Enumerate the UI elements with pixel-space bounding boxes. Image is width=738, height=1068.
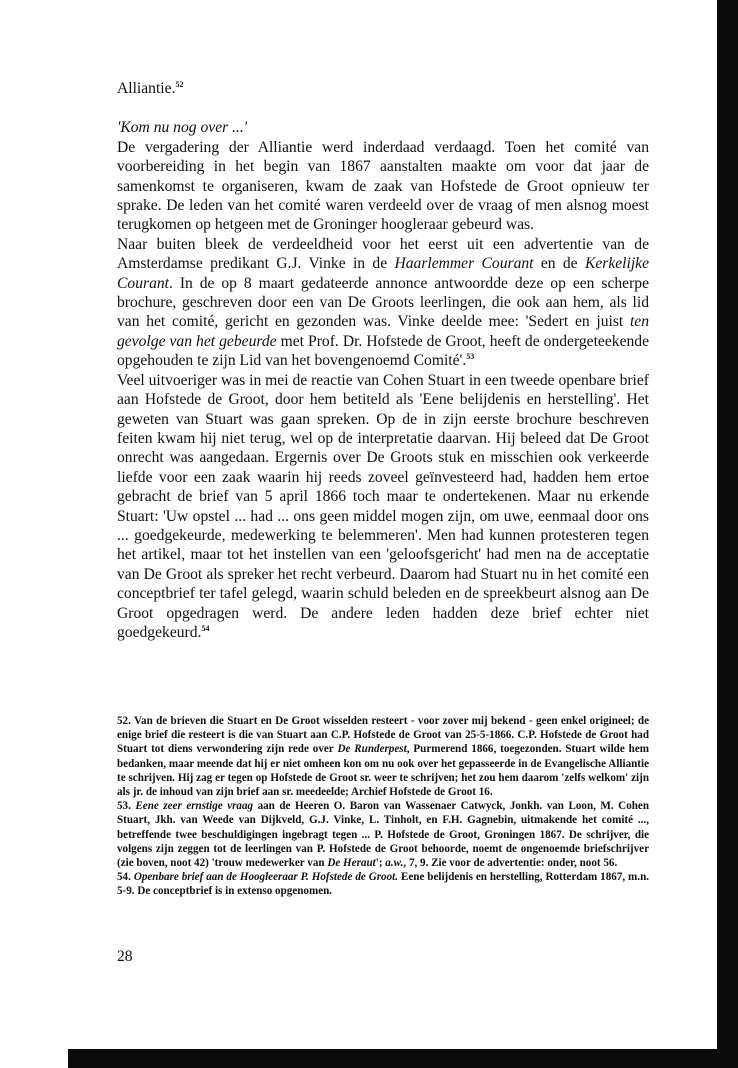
paragraph-3: Veel uitvoeriger was in mei de reactie van Cohen Stuart in een tweede openbare brief aan Hofstede de Groot, door hem betiteld als 'Eene belijdenis en herstelling'. Het geweten van Stuart was gaan spreken. Op de in zijn eerste brochure beschreven feiten kwam hij niet terug, wel op de interpretatie daarvan. Hij beleed dat De Groot onrecht was aangedaan. Ergernis over De Groots stuk en misschien ook verkeerde liefde voor een zaak waarin hij reeds zoveel geïnvesteerd had, hadden hem ertoe gebracht de brief van 5 april 1866 toch maar te ondertekenen. Maar nu erkende Stuart: 'Uw opstel ... had ... ons geen middel mogen zijn, om uwe, eenmaal door ons ... goedgekeurde, medewerking te belemmeren'. Men had kunnen protesteren tegen het artikel, maar tot het instellen van een 'geloofsgericht' had men na de acceptatie van De Groot als spreker het recht verbeurd. Daarom had Stuart nu in het comité een conceptbrief ter tafel gelegd, waarin schuld beleden en de spreekbeurt alsnog aan De Groot opgedragen werd. De andere leden hadden deze brief echter niet goedgekeurd.$^{54}$ bbox=[117, 371, 649, 641]
scan-border-bottom bbox=[68, 1049, 720, 1068]
footnote-ref-53: 53 bbox=[466, 352, 475, 362]
footnote-52: 52. Van de brieven die Stuart en De Groot wisselden resteert - voor zover mij bekend - geen enkel origineel; de enige brief die resteert is die van Stuart aan C.P. Hofstede de Groot van 25-5-1866. C.P. Hofstede de Groot had Stuart tot diens verwondering zijn rede over De Runderpest, Purmerend 1866, toegezonden. Stuart wilde hem bedanken, maar meende dat hij er niet omheen kon om nu ook over het gepasseerde in de Evangelische Alliantie te schrijven. Hij zag er tegen op Hofstede de Groot sr. weer te schrijven; het zou hem daarom 'zelfs welkom' zijn als jr. de inhoud van zijn brief aan sr. meedeelde; Archief Hofstede de Groot 16. bbox=[117, 715, 649, 799]
paragraph-1: De vergadering der Alliantie werd inderdaad verdaagd. Toen het comité van voorbereiding in het begin van 1867 aanstalten maakte om voor dat jaar de samenkomst te organiseren, kwam de zaak van Hofstede de Groot opnieuw ter sprake. De leden van het comité waren verdeeld over de vraag of men alsnog moest terugkomen op hetgeen met de Groninger hoogleraar gebeurd was. bbox=[117, 138, 649, 234]
footnote-ref-54: 54 bbox=[201, 623, 210, 633]
footnotes bbox=[117, 714, 649, 899]
footnote-53: 53. Eene zeer ernstige vraag aan de Heeren O. Baron van Wassenaer Catwyck, Jonkh. van Loon, M. Cohen Stuart, Jkh. van Weede van Dijkveld, G.J. Vinke, L. Tinholt, en F.H. Gagnebin, uitmakende het comité ..., betreffende twee beschuldigingen ingebragt tegen ... P. Hofstede de Groot, Groningen 1867. De schrijver, die volgens zijn zeggen tot de leerlingen van P. Hofstede de Groot behoorde, noemt de ongenoemde briefschrijver (zie boven, noot 42) 'trouw medewerker van De Heraut'; a.w., 7, 9. Zie voor de advertentie: onder, noot 56. bbox=[117, 800, 650, 870]
footnote-ref-52: 52 bbox=[175, 79, 184, 89]
section-heading: Alliantie.$^{52}$ bbox=[117, 79, 184, 97]
paragraph-2: Naar buiten bleek de verdeeldheid voor het eerst uit een advertentie van de Amsterdamse predikant G.J. Vinke in de Haarlemmer Courant en de Kerkelijke Courant. In de op 8 maart gedateerde annonce antwoordde deze op een scherpe brochure, geschreven door een van De Groots leerlingen, die ook aan hem, als lid van het comité, gericht en gezonden was. Vinke deelde mee: 'Sedert en juist ten gevolge van het gebeurde met Prof. Dr. Hofstede de Groot, heeft de ondergeteekende opgehouden te zijn Lid van het bovengenoemd Comité'.$^{53}$ bbox=[117, 235, 650, 370]
main-text bbox=[117, 79, 649, 642]
subheading: 'Kom nu nog over ...' bbox=[117, 119, 248, 137]
page-number: 28 bbox=[117, 948, 133, 965]
scan-border-right bbox=[717, 0, 738, 1068]
footnote-54: 54. Openbare brief aan de Hoogleeraar P. Hofstede de Groot. Eene belijdenis en herstelling, Rotterdam 1867, m.n. 5-9. De conceptbrief is in extenso opgenomen. bbox=[117, 871, 650, 898]
